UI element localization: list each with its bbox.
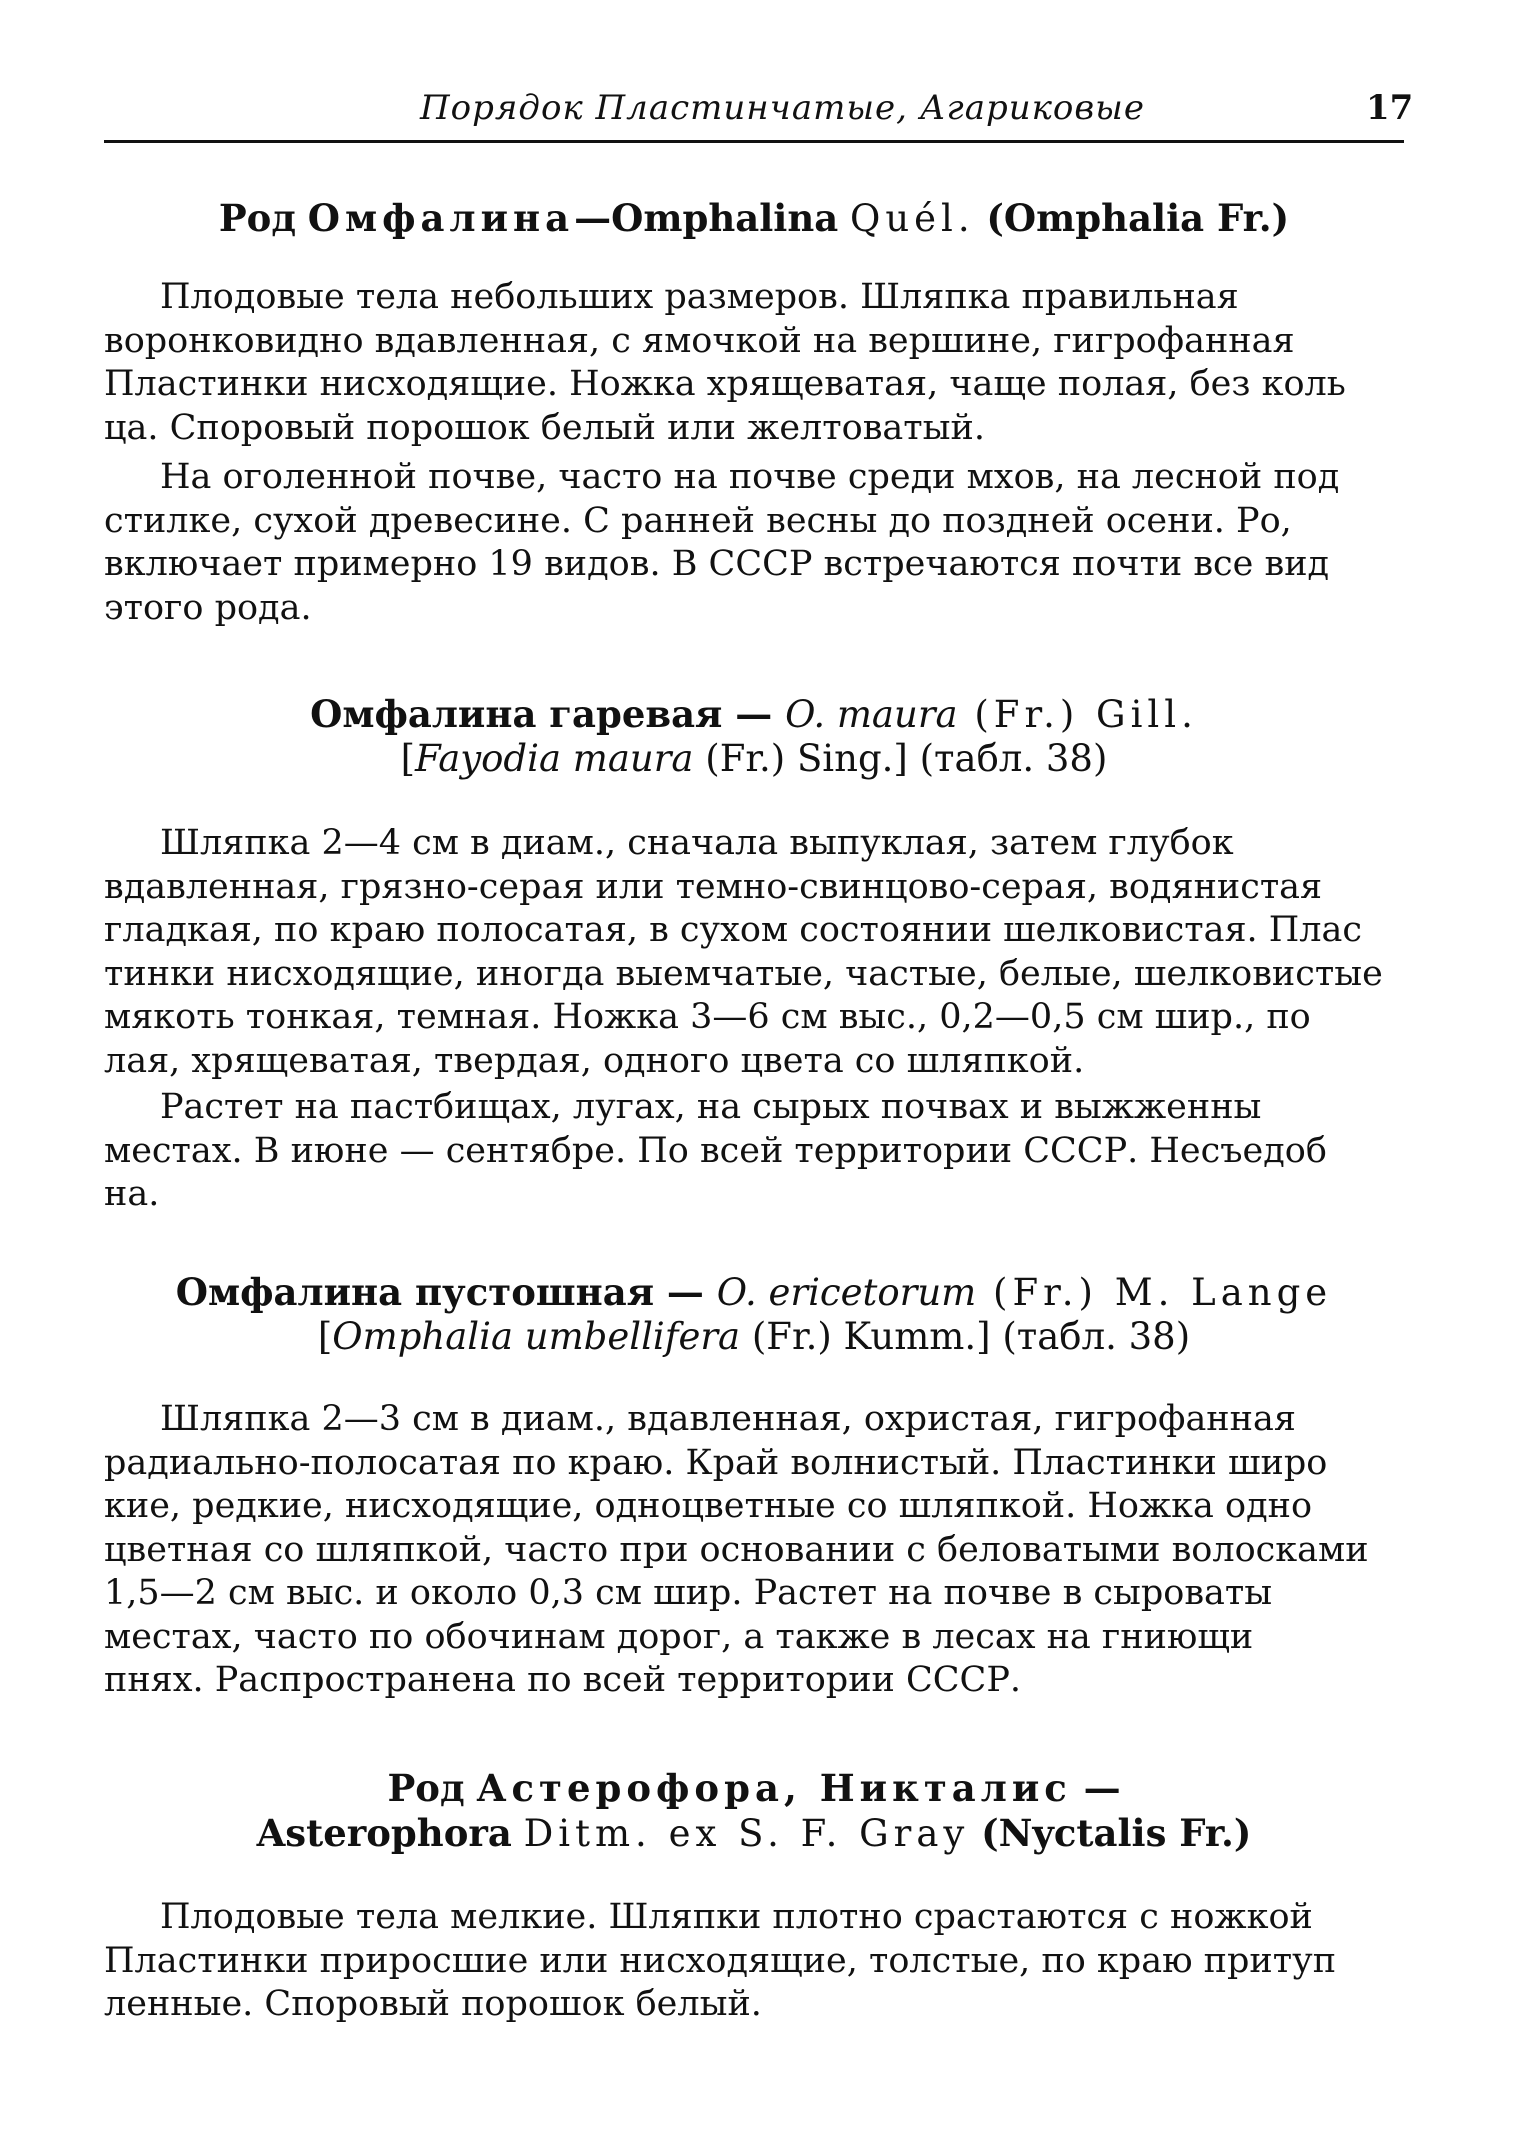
text-line: этого рода. <box>104 587 312 628</box>
text-line: кие, редкие, нисходящие, одноцветные со шляпкой. Ножка одно <box>104 1486 1313 1526</box>
page-number: 17 <box>1366 88 1414 128</box>
text-line: цветная со шляпкой, часто при основании с беловатыми волосками <box>104 1529 1369 1570</box>
bracket: [ <box>317 1315 333 1358</box>
species-latin: O. ericetorum <box>716 1271 977 1314</box>
genus-dash: — <box>1083 1766 1121 1810</box>
species-description <box>104 1398 1404 1703</box>
text-line: вдавленная, грязно-серая или темно-свинцово-серая, водянистая <box>104 866 1323 907</box>
text-line: на. <box>104 1174 160 1214</box>
genus-dash: — <box>574 196 612 240</box>
species-latin: O. maura <box>785 693 958 736</box>
species-habitat <box>104 1086 1404 1217</box>
genus-label: Род <box>218 196 297 240</box>
species-description <box>104 822 1404 1083</box>
species-heading-ericetorum <box>104 1270 1404 1359</box>
text-line: Пластинки приросшие или нисходящие, толстые, по краю притуп <box>104 1940 1337 1981</box>
genus-name-ru: Астерофора, Никталис <box>476 1766 1072 1810</box>
genus-label: Род <box>387 1766 465 1810</box>
text-line: гладкая, по краю полосатая, в сухом состоянии шелковистая. Плас <box>104 910 1363 950</box>
text-line: местах, часто по обочинам дорог, а также в лесах на гниющи <box>104 1616 1254 1657</box>
text-line: Растет на пастбищах, лугах, на сырых почвах и выжженны <box>160 1087 1262 1127</box>
text-line: Пластинки нисходящие. Ножка хрящеватая, чаще полая, без коль <box>104 364 1346 404</box>
genus-latin: Omphalina <box>611 196 839 240</box>
genus-name-ru: Омфалина <box>307 196 575 240</box>
text-line: местах. В июне — сентябре. По всей территории СССР. Несъедоб <box>104 1130 1327 1171</box>
genus-synonym: (Omphalia Fr.) <box>986 196 1290 240</box>
synonym-author: (Fr.) Sing.] (табл. 38) <box>693 737 1108 780</box>
text-line: воронковидно вдавленная, с ямочкой на вершине, гигрофанная <box>104 320 1295 361</box>
text-line: На оголенной почве, часто на почве среди мхов, на лесной под <box>160 457 1340 497</box>
running-header <box>0 88 1534 148</box>
species-author: (Fr.) M. Lange <box>976 1271 1333 1314</box>
text-line: Плодовые тела небольших размеров. Шляпка правильная <box>160 277 1239 317</box>
header-rule <box>104 140 1404 143</box>
genus-latin: Asterophora <box>256 1811 512 1855</box>
synonym-latin: Omphalia umbellifera <box>332 1315 741 1358</box>
text-line: пнях. Распространена по всей территории СССР. <box>104 1660 1021 1700</box>
bracket: [ <box>400 737 416 780</box>
synonym-latin: Fayodia maura <box>415 737 694 780</box>
text-line: Плодовые тела мелкие. Шляпки плотно срастаются с ножкой <box>160 1897 1313 1937</box>
genus-heading-omphalina <box>104 196 1404 241</box>
text-line: Шляпка 2—4 см в диам., сначала выпуклая, затем глубок <box>160 823 1234 863</box>
running-header-title: Порядок Пластинчатые, Агариковые <box>420 88 1145 128</box>
genus-author: Ditm. ex S. F. Gray <box>523 1812 970 1855</box>
species-heading-maura <box>104 692 1404 781</box>
text-line: 1,5—2 см выс. и около 0,3 см шир. Растет на почве в сыроваты <box>104 1573 1273 1613</box>
genus-description <box>104 1896 1404 2027</box>
text-line: радиально-полосатая по краю. Край волнистый. Пластинки широ <box>104 1442 1328 1483</box>
species-author: (Fr.) Gill. <box>957 693 1198 736</box>
genus-habitat <box>104 456 1404 630</box>
synonym-author: (Fr.) Kumm.] (табл. 38) <box>740 1315 1191 1358</box>
genus-author: Quél. <box>850 197 975 240</box>
text-line: ленные. Споровый порошок белый. <box>104 1984 762 2024</box>
text-line: стилке, сухой древесине. С ранней весны до поздней осени. Ро, <box>104 500 1292 541</box>
text-line: мякоть тонкая, темная. Ножка 3—6 см выс., 0,2—0,5 см шир., по <box>104 997 1311 1037</box>
genus-synonym: (Nyctalis Fr.) <box>981 1811 1252 1855</box>
genus-description <box>104 276 1404 450</box>
species-name-ru: Омфалина гаревая — <box>310 692 786 736</box>
species-name-ru: Омфалина пустошная — <box>175 1270 717 1314</box>
text-line: ца. Споровый порошок белый или желтоватый. <box>104 407 985 448</box>
text-line: лая, хрящеватая, твердая, одного цвета со шляпкой. <box>104 1040 1085 1081</box>
text-line: Шляпка 2—3 см в диам., вдавленная, охристая, гигрофанная <box>160 1399 1296 1439</box>
text-line: тинки нисходящие, иногда выемчатые, частые, белые, шелковистые <box>104 953 1383 994</box>
genus-heading-asterophora <box>104 1766 1404 1856</box>
text-line: включает примерно 19 видов. В СССР встречаются почти все вид <box>104 544 1330 584</box>
